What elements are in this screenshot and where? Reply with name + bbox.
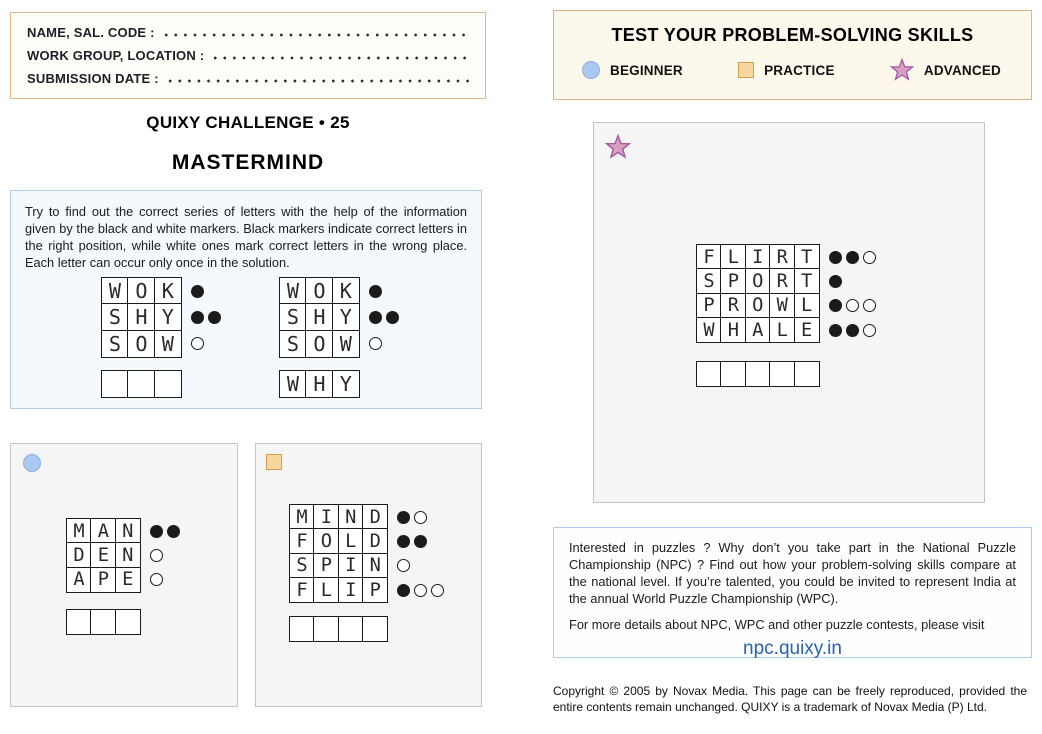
black-marker <box>397 535 410 548</box>
practice-square-icon <box>266 454 282 470</box>
white-marker <box>863 299 876 312</box>
black-marker <box>829 299 842 312</box>
form-row-workgroup <box>27 48 469 63</box>
black-marker <box>846 324 859 337</box>
clue-row <box>696 268 880 294</box>
clue-row <box>696 244 880 270</box>
white-marker <box>369 337 382 350</box>
letter-cell: L <box>720 244 746 270</box>
answer-cell[interactable] <box>66 609 92 635</box>
black-marker <box>397 584 410 597</box>
letter-row <box>289 528 388 554</box>
white-marker <box>863 324 876 337</box>
clue-row <box>66 567 184 593</box>
puzzle-title: MASTERMIND <box>171 151 325 174</box>
entry-form-box <box>10 12 486 99</box>
letter-cell: W <box>696 317 722 343</box>
example-grid-unsolved <box>101 277 225 398</box>
black-marker <box>829 251 842 264</box>
letter-cell: S <box>279 330 307 358</box>
answer-cell[interactable] <box>720 361 746 387</box>
answer-cell[interactable] <box>154 370 182 398</box>
answer-cell[interactable] <box>313 616 339 642</box>
legend-item-practice <box>738 62 835 78</box>
letter-cell: W <box>769 293 795 319</box>
form-row-date <box>27 71 469 86</box>
marker-row <box>397 559 414 572</box>
legend-item-advanced <box>890 58 1001 82</box>
letter-row <box>279 277 360 305</box>
answer-row <box>66 609 184 635</box>
letter-cell: A <box>66 567 92 593</box>
advanced-grid <box>696 244 880 387</box>
clue-row <box>279 277 403 305</box>
marker-row <box>829 251 880 264</box>
letter-cell: N <box>115 542 141 568</box>
letter-cell: O <box>127 330 155 358</box>
letter-row <box>101 330 182 358</box>
marker-row <box>191 337 208 350</box>
advanced-star-icon <box>890 58 914 82</box>
black-marker <box>208 311 221 324</box>
white-marker <box>431 584 444 597</box>
letter-cell: H <box>720 317 746 343</box>
white-marker <box>863 251 876 264</box>
page-title: TEST YOUR PROBLEM-SOLVING SKILLS <box>611 25 974 45</box>
difficulty-legend <box>582 58 1001 82</box>
instruction-box <box>10 190 482 409</box>
challenge-title: QUIXY CHALLENGE • 25 <box>146 113 350 132</box>
black-marker <box>386 311 399 324</box>
letter-cell: I <box>338 553 364 579</box>
letter-cell: K <box>154 277 182 305</box>
letter-row <box>289 553 388 579</box>
letter-cell: W <box>279 277 307 305</box>
name-entry-line[interactable] <box>164 26 469 40</box>
letter-row <box>279 330 360 358</box>
letter-row <box>696 293 820 319</box>
black-marker <box>191 311 204 324</box>
letter-cell: Y <box>332 303 360 331</box>
letter-cell: Y <box>154 303 182 331</box>
black-marker <box>846 251 859 264</box>
white-marker <box>414 584 427 597</box>
marker-row <box>150 549 167 562</box>
letter-cell: T <box>794 244 820 270</box>
letter-cell: E <box>90 542 116 568</box>
answer-cell: Y <box>332 370 360 398</box>
letter-cell: T <box>794 268 820 294</box>
clue-row <box>289 577 448 603</box>
beginner-circle-icon <box>582 61 600 79</box>
letter-row <box>101 303 182 331</box>
letter-cell: H <box>127 303 155 331</box>
letter-cell: H <box>305 303 333 331</box>
answer-cell[interactable] <box>362 616 388 642</box>
letter-cell: K <box>332 277 360 305</box>
form-row-name <box>27 25 469 40</box>
letter-cell: I <box>745 244 771 270</box>
marker-row <box>369 285 386 298</box>
white-marker <box>150 549 163 562</box>
letter-row <box>289 577 388 603</box>
clue-row <box>279 303 403 331</box>
letter-cell: L <box>794 293 820 319</box>
marker-row <box>150 525 184 538</box>
letter-cell: P <box>90 567 116 593</box>
letter-cell: E <box>794 317 820 343</box>
clue-row <box>279 330 403 358</box>
letter-cell: D <box>362 504 388 530</box>
work-group-location-label: WORK GROUP, LOCATION : <box>27 48 205 63</box>
workgroup-entry-line[interactable] <box>213 49 469 63</box>
letter-row <box>66 518 141 544</box>
black-marker <box>414 535 427 548</box>
submission-date-label: SUBMISSION DATE : <box>27 71 159 86</box>
letter-cell: O <box>127 277 155 305</box>
letter-cell: D <box>362 528 388 554</box>
clue-row <box>101 303 225 331</box>
clue-row <box>101 330 225 358</box>
letter-cell: W <box>332 330 360 358</box>
letter-cell: R <box>720 293 746 319</box>
beginner-grid <box>66 518 184 635</box>
white-marker <box>191 337 204 350</box>
legend-label-beginner: BEGINNER <box>610 62 683 78</box>
marker-row <box>369 337 386 350</box>
legend-label-advanced: ADVANCED <box>923 62 1001 78</box>
letter-cell: R <box>769 244 795 270</box>
example-grid-solved <box>279 277 403 398</box>
marker-row <box>829 299 880 312</box>
clue-row <box>289 553 448 579</box>
letter-cell: O <box>745 293 771 319</box>
answer-cell[interactable] <box>289 616 315 642</box>
letter-cell: S <box>101 303 129 331</box>
legend-label-practice: PRACTICE <box>764 62 835 78</box>
letter-cell: E <box>115 567 141 593</box>
name-sal-code-label: NAME, SAL. CODE : <box>27 25 155 40</box>
marker-row <box>397 535 431 548</box>
letter-cell: P <box>362 577 388 603</box>
beginner-circle-icon <box>23 454 41 472</box>
black-marker <box>150 525 163 538</box>
letter-row <box>696 268 820 294</box>
letter-cell: S <box>696 268 722 294</box>
marker-row <box>150 573 167 586</box>
clue-row <box>101 277 225 305</box>
letter-cell: P <box>313 553 339 579</box>
answer-cell[interactable] <box>338 616 364 642</box>
letter-cell: D <box>66 542 92 568</box>
letter-cell: L <box>313 577 339 603</box>
date-entry-line[interactable] <box>168 72 469 86</box>
marker-row <box>397 511 431 524</box>
letter-cell: P <box>696 293 722 319</box>
letter-row <box>66 567 141 593</box>
marker-row <box>829 324 880 337</box>
letter-cell: F <box>289 528 315 554</box>
letter-cell: P <box>720 268 746 294</box>
answer-cell[interactable] <box>127 370 155 398</box>
advanced-puzzle-box <box>593 122 985 503</box>
answer-cell[interactable] <box>115 609 141 635</box>
letter-cell: I <box>313 504 339 530</box>
letter-cell: A <box>745 317 771 343</box>
letter-cell: O <box>313 528 339 554</box>
clue-row <box>289 504 448 530</box>
header-box <box>553 10 1032 100</box>
black-marker <box>397 511 410 524</box>
marker-row <box>397 584 448 597</box>
answer-cell[interactable] <box>745 361 771 387</box>
answer-cell: W <box>279 370 307 398</box>
white-marker <box>150 573 163 586</box>
letter-row <box>696 317 820 343</box>
npc-info-box <box>553 527 1032 658</box>
clue-row <box>289 528 448 554</box>
advanced-star-icon <box>605 134 631 160</box>
letter-cell: M <box>289 504 315 530</box>
answer-cell[interactable] <box>794 361 820 387</box>
letter-row <box>279 303 360 331</box>
white-marker <box>414 511 427 524</box>
instructions-text: Try to find out the correct series of letters with the help of the information given by the black and white markers. Black markers indicate correct letters in the right position, while white ones mark correct letters in the wrong place. Each letter can occur only once in the solution. <box>25 204 467 271</box>
letter-cell: I <box>338 577 364 603</box>
letter-cell: N <box>115 518 141 544</box>
marker-row <box>191 285 208 298</box>
clue-row <box>66 518 184 544</box>
npc-details-paragraph: For more details about NPC, WPC and other puzzle contests, please visit <box>569 617 985 633</box>
letter-cell: L <box>338 528 364 554</box>
black-marker <box>167 525 180 538</box>
letter-cell: O <box>305 277 333 305</box>
letter-cell: O <box>305 330 333 358</box>
letter-row <box>696 244 820 270</box>
letter-cell: N <box>338 504 364 530</box>
practice-square-icon <box>738 62 754 78</box>
letter-cell: O <box>745 268 771 294</box>
legend-item-beginner <box>582 61 683 79</box>
letter-cell: L <box>769 317 795 343</box>
answer-cell[interactable] <box>769 361 795 387</box>
answer-row <box>279 370 403 398</box>
answer-row <box>696 361 880 387</box>
beginner-puzzle-box <box>10 443 238 707</box>
answer-row <box>101 370 225 398</box>
practice-puzzle-box <box>255 443 482 707</box>
letter-cell: F <box>289 577 315 603</box>
answer-cell[interactable] <box>90 609 116 635</box>
letter-cell: M <box>66 518 92 544</box>
npc-link[interactable]: npc.quixy.in <box>743 638 842 660</box>
white-marker <box>397 559 410 572</box>
answer-cell: H <box>305 370 333 398</box>
white-marker <box>846 299 859 312</box>
answer-row <box>289 616 448 642</box>
answer-cell[interactable] <box>101 370 129 398</box>
letter-cell: R <box>769 268 795 294</box>
letter-cell: S <box>289 553 315 579</box>
clue-row <box>696 317 880 343</box>
clue-row <box>66 542 184 568</box>
marker-row <box>369 311 403 324</box>
black-marker <box>369 311 382 324</box>
marker-row <box>829 275 846 288</box>
letter-cell: S <box>101 330 129 358</box>
letter-cell: F <box>696 244 722 270</box>
answer-cell[interactable] <box>696 361 722 387</box>
copyright-text: Copyright © 2005 by Novax Media. This page can be freely reproduced, provided the entire contents remain unchanged. QUIXY is a trademark of Novax Media (P) Ltd. <box>553 684 1027 714</box>
clue-row <box>696 293 880 319</box>
black-marker <box>829 275 842 288</box>
letter-cell: W <box>154 330 182 358</box>
black-marker <box>369 285 382 298</box>
letter-cell: W <box>101 277 129 305</box>
letter-cell: S <box>279 303 307 331</box>
letter-row <box>289 504 388 530</box>
npc-info-paragraph: Interested in puzzles ? Why don’t you take part in the National Puzzle Championship (NPC) ? Find out how your problem-solving skills compare at the national level. If you’re talented, you could be invited to represent India at the annual World Puzzle Championship (WPC). <box>569 540 1016 607</box>
practice-grid <box>289 504 448 642</box>
letter-row <box>101 277 182 305</box>
black-marker <box>191 285 204 298</box>
black-marker <box>829 324 842 337</box>
marker-row <box>191 311 225 324</box>
letter-row <box>66 542 141 568</box>
letter-cell: N <box>362 553 388 579</box>
letter-cell: A <box>90 518 116 544</box>
